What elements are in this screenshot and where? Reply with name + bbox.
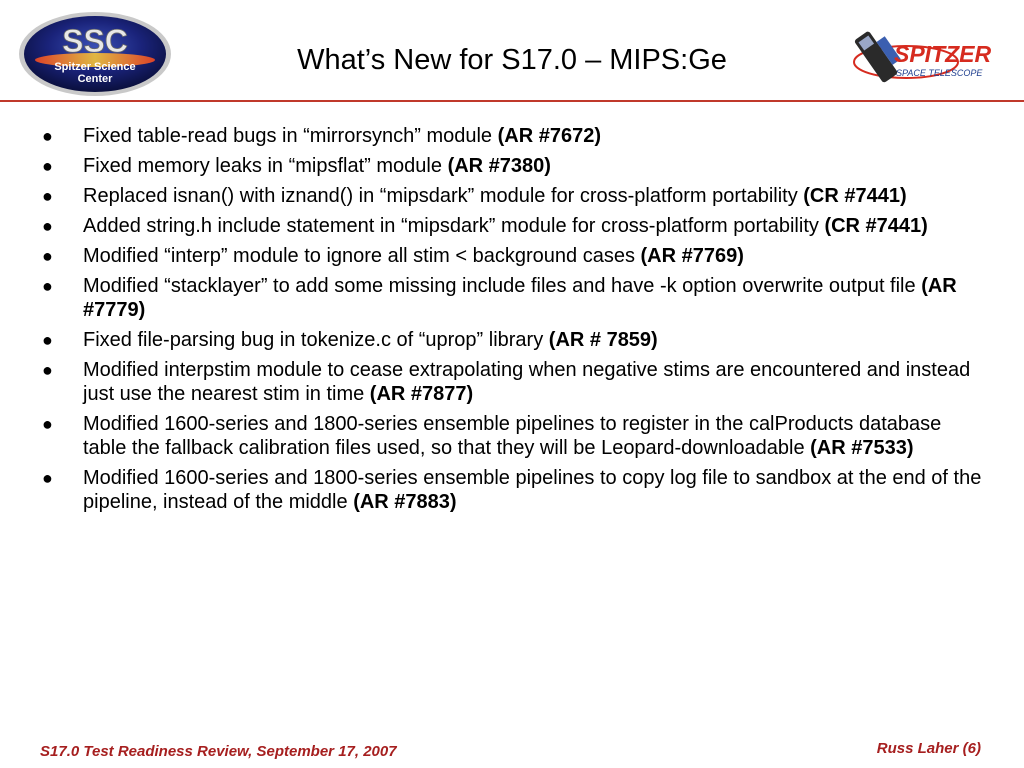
bullet-item — [40, 328, 990, 352]
bullet-dot: ● — [42, 186, 53, 206]
bullet-item — [40, 154, 990, 178]
page-title: What’s New for S17.0 – MIPS:Ge — [297, 44, 727, 76]
spitzer-logo-text: SPITZER — [894, 41, 992, 67]
bullet-text: Fixed file-parsing bug in tokenize.c of “uprop” library — [83, 329, 549, 351]
bullet-list — [40, 124, 990, 520]
bullet-text: Modified “interp” module to ignore all stim < background cases — [83, 245, 641, 267]
bullet-dot: ● — [42, 216, 53, 236]
bullet-item — [40, 124, 990, 148]
bullet-ref: (AR #7380) — [447, 155, 551, 177]
ssc-logo-line2: Center — [77, 73, 113, 85]
bullet-text: Modified 1600-series and 1800-series ensemble pipelines to register in the calProducts database table the fallback calibration files used, so that they will be Leopard-downloadable — [83, 413, 942, 459]
bullet-text: Modified “stacklayer” to add some missing include files and have -k option overwrite output file — [83, 275, 922, 297]
bullet-dot: ● — [42, 414, 53, 434]
footer-event: S17.0 Test Readiness Review, September 17, 2007 — [40, 743, 397, 760]
bullet-item — [40, 244, 990, 268]
ssc-logo-text: SSC — [62, 23, 128, 59]
bullet-dot: ● — [42, 246, 53, 266]
bullet-text: Fixed memory leaks in “mipsflat” module — [83, 155, 448, 177]
bullet-text: Replaced isnan() with iznand() in “mipsdark” module for cross-platform portability — [83, 185, 804, 207]
bullet-text: Modified interpstim module to cease extrapolating when negative stims are encountered and instead just use the nearest stim in time — [83, 359, 971, 405]
bullet-ref: (AR #7877) — [369, 383, 474, 405]
bullet-dot: ● — [42, 156, 53, 176]
bullet-item — [40, 214, 990, 238]
bullet-item — [40, 466, 990, 514]
bullet-dot: ● — [42, 468, 53, 488]
bullet-ref: (AR #7769) — [640, 245, 744, 267]
bullet-item — [40, 184, 990, 208]
bullet-ref: (CR #7441) — [824, 215, 928, 237]
bullet-dot: ● — [42, 330, 53, 350]
bullet-text: Fixed table-read bugs in “mirrorsynch” module — [83, 125, 498, 147]
title-divider — [0, 100, 1024, 102]
bullet-ref: (AR #7779) — [83, 275, 957, 321]
bullet-ref: (AR #7672) — [497, 125, 601, 147]
spitzer-logo-subtext: SPACE TELESCOPE — [896, 68, 983, 78]
bullet-ref: (AR #7883) — [353, 491, 457, 513]
footer-author-page: Russ Laher (6) — [876, 740, 981, 757]
bullet-dot: ● — [42, 126, 53, 146]
bullet-item — [40, 358, 990, 406]
bullet-text: Added string.h include statement in “mipsdark” module for cross-platform portability — [83, 215, 825, 237]
bullet-ref: (AR #7533) — [810, 437, 914, 459]
bullet-ref: (AR # 7859) — [548, 329, 658, 351]
ssc-logo-line1: Spitzer Science — [54, 61, 136, 73]
bullet-item — [40, 274, 990, 322]
bullet-dot: ● — [42, 276, 53, 296]
bullet-dot: ● — [42, 360, 53, 380]
bullet-item — [40, 412, 990, 460]
spitzer-telescope-logo — [846, 24, 1016, 90]
bullet-ref: (CR #7441) — [803, 185, 907, 207]
bullet-text: Modified 1600-series and 1800-series ensemble pipelines to copy log file to sandbox at the end of the pipeline, instead of the middle — [83, 467, 982, 513]
